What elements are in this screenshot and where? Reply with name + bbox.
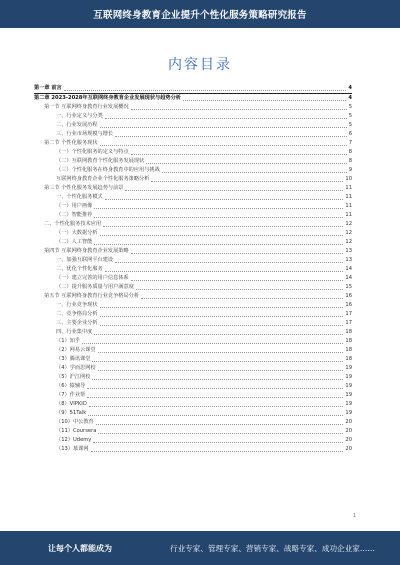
toc-leader-dots	[183, 100, 346, 101]
toc-page-number: 19	[345, 392, 352, 398]
toc-page-number: 4	[348, 85, 352, 91]
toc-subsection-row[interactable]	[34, 373, 352, 382]
toc-subsection-row[interactable]	[34, 355, 352, 364]
toc-subsection-row[interactable]	[34, 175, 352, 184]
toc-subsection-row[interactable]	[34, 328, 352, 337]
toc-subsection-row[interactable]	[34, 364, 352, 373]
toc-entry-text: （3）腾讯课堂	[56, 356, 91, 362]
toc-leader-dots	[100, 316, 344, 317]
toc-subsection-row[interactable]	[34, 436, 352, 445]
toc-page-number: 8	[348, 158, 352, 164]
toc-entry-text: 三、行业市场规模与增长	[56, 131, 114, 137]
toc-leader-dots	[162, 172, 347, 173]
toc-entry-text: （三）个性化服务在终身教育中的应用与挑战	[56, 167, 160, 173]
toc-subsection-row[interactable]	[34, 130, 352, 139]
toc-subsection-row[interactable]	[34, 256, 352, 265]
toc-subsection-row[interactable]	[34, 211, 352, 220]
toc-section-row[interactable]	[34, 220, 352, 229]
toc-entry-text: 三、主要企业分析	[56, 320, 98, 326]
report-header	[0, 0, 400, 28]
toc-page-number: 11	[345, 203, 352, 209]
toc-page-number: 17	[345, 320, 352, 326]
toc-entry-text: （12）Udemy	[56, 437, 92, 443]
toc-entry-text: 一、行业竞争现状	[56, 302, 98, 308]
toc-page-number: 6	[348, 131, 352, 137]
toc-page-number: 11	[345, 194, 352, 200]
toc-page-number: 19	[345, 383, 352, 389]
toc-subsection-row[interactable]	[34, 319, 352, 328]
toc-chapter-row[interactable]	[34, 84, 352, 93]
toc-page-number: 20	[345, 428, 352, 434]
toc-leader-dots	[100, 145, 347, 146]
toc-leader-dots	[94, 217, 343, 218]
toc-entry-text: （10）中公教育	[56, 419, 94, 425]
toc-leader-dots	[131, 109, 347, 110]
toc-leader-dots	[94, 244, 343, 245]
toc-entry-text: 第五节 互联网终身教育行业竞争格局分析	[44, 293, 140, 299]
toc-entry-text: 第一节 互联网终身教育行业发展概况	[44, 104, 129, 110]
toc-section-row[interactable]	[34, 292, 352, 301]
toc-entry-text: 二、优化个性化服务	[56, 266, 103, 272]
toc-leader-dots	[93, 442, 343, 443]
toc-entry-text: （一）个性化服务的定义与特点	[56, 149, 129, 155]
toc-section-row[interactable]	[34, 139, 352, 148]
toc-page-number: 20	[345, 446, 352, 452]
toc-entry-text: 一、行业定义与分类	[56, 113, 103, 119]
toc-page-number: 18	[345, 347, 352, 353]
toc-page-number: 17	[345, 311, 352, 317]
toc-page-number: 19	[345, 401, 352, 407]
toc-entry-text: 一、加强互联网平台建设	[56, 257, 114, 263]
toc-section-row[interactable]	[34, 247, 352, 256]
toc-subsection-row[interactable]	[34, 409, 352, 418]
toc-entry-text: （4）学而思网校	[56, 365, 96, 371]
toc-leader-dots	[105, 271, 344, 272]
report-title: 互联网终身教育企业提升个性化服务策略研究报告	[93, 10, 307, 21]
toc-page-number: 20	[345, 419, 352, 425]
toc-leader-dots	[125, 190, 343, 191]
toc-entry-text: （7）作业帮	[56, 392, 86, 398]
toc-leader-dots	[151, 181, 343, 182]
toc-entry-text: （5）沪江网校	[56, 374, 91, 380]
toc-leader-dots	[87, 388, 343, 389]
toc-subsection-row[interactable]	[34, 274, 352, 283]
toc-section-row[interactable]	[34, 184, 352, 193]
toc-subsection-row[interactable]	[34, 310, 352, 319]
toc-subsection-row[interactable]	[34, 382, 352, 391]
toc-entry-text: 互联网终身教育企业个性化服务策略分析	[56, 176, 150, 182]
toc-page-number: 5	[348, 113, 352, 119]
toc-leader-dots	[131, 154, 347, 155]
toc-entry-text: （二）智能推荐	[56, 212, 93, 218]
toc-leader-dots	[98, 370, 344, 371]
toc-leader-dots	[115, 262, 343, 263]
toc-page-number: 12	[345, 239, 352, 245]
toc-page-number: 5	[348, 104, 352, 110]
toc-leader-dots	[115, 136, 347, 137]
toc-entry-text: （二）互联网教育个性化服务发展现状	[56, 158, 145, 164]
toc-entry-text: （6）猿辅导	[56, 383, 86, 389]
toc-subsection-row[interactable]	[34, 427, 352, 436]
toc-leader-dots	[92, 379, 343, 380]
toc-leader-dots	[105, 118, 347, 119]
toc-heading: 内容目录	[168, 57, 232, 73]
toc-leader-dots	[131, 253, 344, 254]
toc-page-number: 13	[345, 248, 352, 254]
toc-leader-dots	[103, 226, 343, 227]
toc-page-number: 19	[345, 365, 352, 371]
report-footer	[0, 531, 400, 565]
footer-roles: 行业专家、管理专家、营销专家、战略专家、成功企业家……	[170, 543, 376, 553]
toc-subsection-row[interactable]	[34, 337, 352, 346]
toc-page-number: 12	[345, 221, 352, 227]
toc-entry-text: （13）慕课网	[56, 446, 89, 452]
toc-subsection-row[interactable]	[34, 112, 352, 121]
toc-subsection-row[interactable]	[34, 157, 352, 166]
toc-page-number: 4	[348, 95, 352, 101]
toc-entry-text: （一）大数据分析	[56, 230, 98, 236]
toc-entry-text: （9）51Talk	[56, 410, 87, 416]
toc-entry-text: 第四节 互联网终身教育企业发展策略	[44, 248, 129, 254]
toc-entry-text: （1）知乎	[56, 338, 81, 344]
toc-subsection-row[interactable]	[34, 229, 352, 238]
page-number: 1	[352, 513, 356, 519]
toc-leader-dots	[100, 127, 347, 128]
toc-page-number: 12	[345, 230, 352, 236]
toc-subsection-row[interactable]	[34, 418, 352, 427]
toc-leader-dots	[105, 199, 344, 200]
toc-page-number: 20	[345, 437, 352, 443]
toc-subsection-row[interactable]	[34, 400, 352, 409]
toc-page-number: 18	[345, 329, 352, 335]
toc-leader-dots	[94, 334, 343, 335]
toc-subsection-row[interactable]	[34, 391, 352, 400]
toc-entry-text: （二）人工智能	[56, 239, 93, 245]
toc-entry-text: 第三节 个性化服务发展趋势与前景	[44, 185, 124, 191]
toc-page-number: 18	[345, 338, 352, 344]
toc-chapter-row[interactable]	[34, 94, 352, 103]
toc-subsection-row[interactable]	[34, 265, 352, 274]
toc-page-number: 8	[348, 149, 352, 155]
toc-entry-text: （8）VIPKID	[56, 401, 87, 407]
toc-page-number: 18	[345, 356, 352, 362]
toc-subsection-row[interactable]	[34, 166, 352, 175]
toc-subsection-row[interactable]	[34, 238, 352, 247]
toc-leader-dots	[136, 289, 344, 290]
toc-leader-dots	[89, 406, 344, 407]
toc-subsection-row[interactable]	[34, 193, 352, 202]
toc-page-number: 16	[345, 293, 352, 299]
toc-subsection-row[interactable]	[34, 283, 352, 292]
toc-entry-text: 第一章 前言	[34, 85, 62, 91]
toc-leader-dots	[87, 397, 343, 398]
toc-page-number: 10	[345, 176, 352, 182]
toc-entry-text: （一）建立完善的用户信息体系	[56, 275, 129, 281]
toc-page-number: 19	[345, 410, 352, 416]
table-of-contents	[34, 84, 352, 454]
toc-leader-dots	[98, 433, 343, 434]
toc-subsection-row[interactable]	[34, 301, 352, 310]
toc-page-number: 9	[348, 167, 352, 173]
toc-leader-dots	[88, 415, 343, 416]
footer-slogan: 让每个人都能成为	[48, 543, 112, 553]
toc-entry-text: 一、个性化服务模式	[56, 194, 103, 200]
toc-leader-dots	[98, 352, 344, 353]
toc-subsection-row[interactable]	[34, 202, 352, 211]
toc-page-number: 19	[345, 374, 352, 380]
toc-entry-text: 二、个性化服务技术应用	[44, 221, 102, 227]
toc-leader-dots	[100, 325, 344, 326]
toc-page-number: 5	[348, 122, 352, 128]
toc-subsection-row[interactable]	[34, 121, 352, 130]
toc-page-number: 11	[345, 212, 352, 218]
toc-page-number: 16	[345, 302, 352, 308]
toc-entry-text: 二、行业发展历程	[56, 122, 98, 128]
toc-entry-text: 第二节 个性化服务现状	[44, 140, 98, 146]
toc-page-number: 11	[345, 185, 352, 191]
toc-leader-dots	[96, 424, 344, 425]
toc-page-number: 14	[345, 266, 352, 272]
toc-leader-dots	[94, 208, 343, 209]
toc-subsection-row[interactable]	[34, 346, 352, 355]
toc-entry-text: （一）用户画像	[56, 203, 93, 209]
toc-entry-text: 四、行业集中度	[56, 329, 93, 335]
toc-leader-dots	[100, 235, 344, 236]
toc-entry-text: 二、竞争格局分析	[56, 311, 98, 317]
toc-leader-dots	[91, 451, 344, 452]
toc-page-number: 13	[345, 257, 352, 263]
toc-entry-text: （2）网易云课堂	[56, 347, 96, 353]
toc-leader-dots	[64, 90, 347, 91]
toc-page-number: 15	[345, 284, 352, 290]
toc-leader-dots	[82, 343, 343, 344]
toc-subsection-row[interactable]	[34, 148, 352, 157]
toc-leader-dots	[100, 307, 344, 308]
toc-entry-text: （二）提升服务质量与用户满意度	[56, 284, 134, 290]
toc-section-row[interactable]	[34, 103, 352, 112]
toc-entry-text: （11）Coursera	[56, 428, 97, 434]
toc-page-number: 7	[348, 140, 352, 146]
toc-leader-dots	[92, 361, 343, 362]
toc-page-number: 14	[345, 275, 352, 281]
toc-entry-text: 第二章 2023-2028年互联网终身教育企业发展现状与趋势分析	[34, 95, 181, 101]
toc-leader-dots	[131, 280, 344, 281]
toc-leader-dots	[146, 163, 346, 164]
toc-subsection-row[interactable]	[34, 445, 352, 454]
toc-leader-dots	[141, 298, 343, 299]
